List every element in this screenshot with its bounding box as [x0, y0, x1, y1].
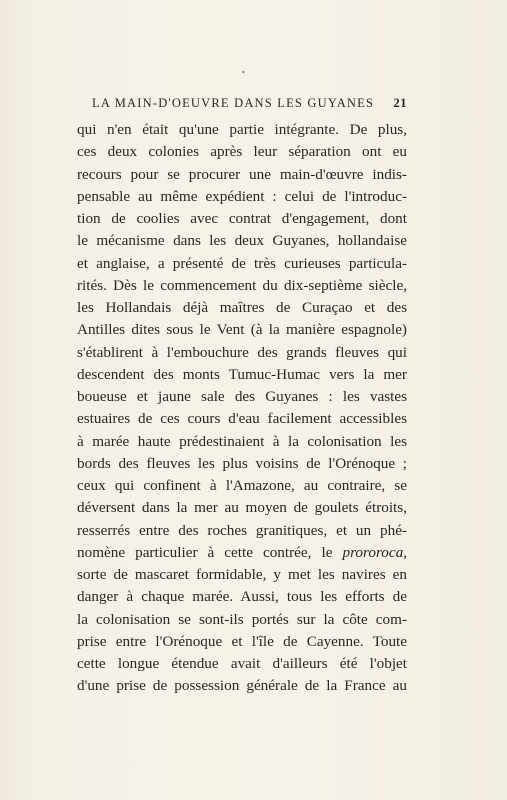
running-header	[77, 94, 407, 112]
text-line: ces deux colonies après leur séparation ont eu	[77, 143, 407, 161]
text-line: s'établirent à l'embouchure des grands fleuves qui	[77, 343, 407, 361]
text-line: à marée haute prédestinaient à la colonisation les	[77, 432, 407, 450]
italic-term: prororoca	[342, 543, 404, 561]
text-line: d'une prise de possession générale de la France au	[77, 677, 407, 695]
text-line: Antilles dites sous le Vent (à la manière espagnole)	[77, 321, 407, 339]
text-line: bords des fleuves les plus voisins de l'Orénoque ;	[77, 454, 407, 472]
text-line: pensable au même expédient : celui de l'introduc-	[77, 187, 407, 205]
text-line: danger à chaque marée. Aussi, tous les efforts de	[77, 588, 407, 606]
text-line: la colonisation se sont-ils portés sur la côte com-	[77, 610, 407, 628]
text-line: cette longue étendue avait d'ailleurs été l'objet	[77, 655, 407, 672]
text-line: déversent dans la mer au moyen de goulets étroits,	[77, 499, 407, 517]
text-line: prise entre l'Orénoque et l'île de Cayenne. Toute	[77, 632, 407, 650]
text-fragment: ,	[403, 543, 408, 561]
text-line	[77, 542, 407, 564]
text-line: sorte de mascaret formidable, y met les navires en	[77, 566, 407, 583]
text-line: le mécanisme dans les deux Guyanes, hollandaise	[77, 232, 407, 250]
header-ornament: •	[242, 68, 245, 77]
text-line: et anglaise, a présenté de très curieuses particula-	[77, 254, 407, 272]
running-title: LA MAIN-D'OEUVRE DANS LES GUYANES	[92, 96, 375, 110]
text-line: les Hollandais déjà maîtres de Curaçao et des	[77, 299, 407, 316]
page-number: 21	[393, 96, 407, 110]
body-text	[77, 119, 407, 698]
text-line: qui n'en était qu'une partie intégrante. De plus,	[77, 121, 407, 138]
text-line: recours pour se procurer une main-d'œuvre indis-	[77, 165, 407, 183]
text-line: ceux qui confinent à l'Amazone, au contraire, se	[77, 477, 407, 494]
text-fragment: nomène particulier à cette contrée, le	[77, 543, 333, 561]
text-line: estuaires de ces cours d'eau facilement accessibles	[77, 410, 407, 428]
text-line: descendent des monts Tumuc-Humac vers la mer	[77, 365, 407, 383]
text-line: resserrés entre des roches granitiques, et un phé-	[77, 521, 407, 539]
text-line: rités. Dès le commencement du dix-septième siècle,	[77, 276, 407, 294]
text-line: tion de coolies avec contrat d'engagement, dont	[77, 210, 407, 227]
text-line: boueuse et jaune sale des Guyanes : les vastes	[77, 388, 407, 405]
